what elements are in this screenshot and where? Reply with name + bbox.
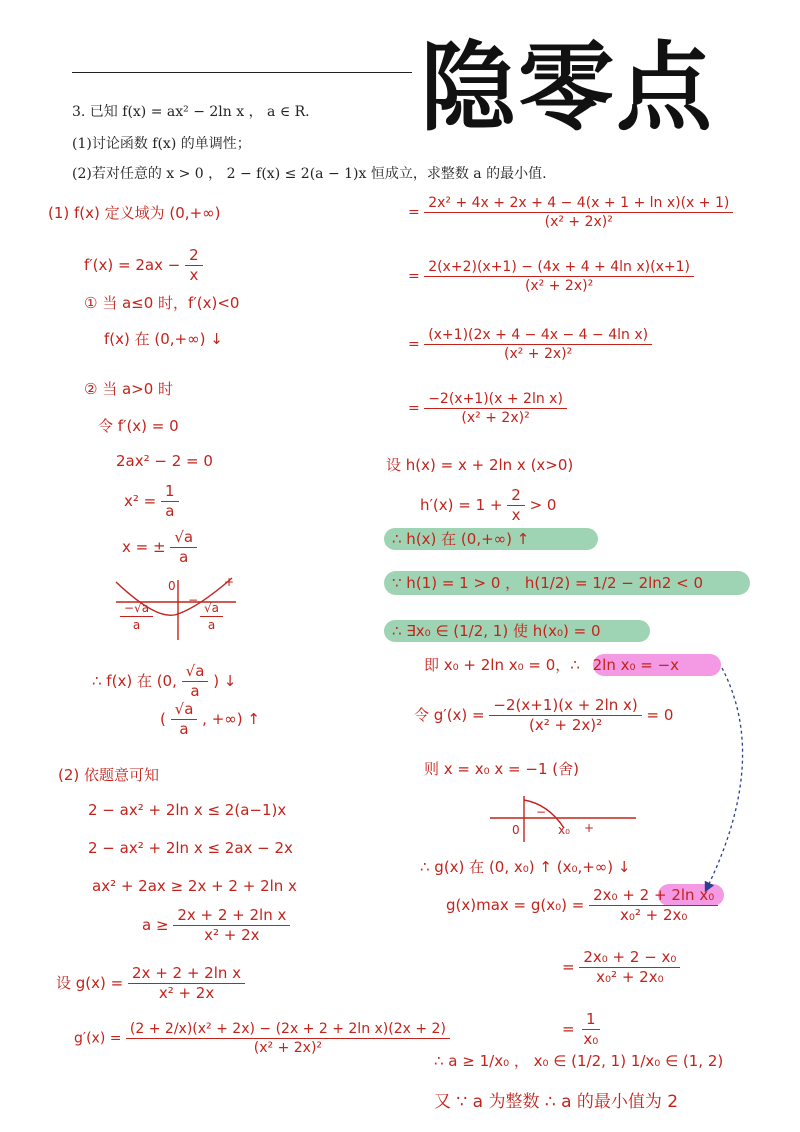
- left-line-ineq2: 2 − ax² + 2ln x ≤ 2ax − 2x: [88, 839, 293, 857]
- right-line-step3: = $\frac{\text{(x+1)(2x + 4 − 4x − 4 − 4ln x)}}{\text{(x² + 2x)²}}$: [408, 328, 652, 361]
- left-line-define-g: 设 g(x) = $\frac{\text{2x + 2 + 2ln x}}{\text{x² + 2x}}$: [56, 966, 245, 1001]
- left-line-x-squared: x² = $\frac{1}{a}$: [124, 484, 179, 519]
- left-line-derivative: f′(x) = 2ax − $\frac{2}{x}$: [84, 248, 203, 283]
- sketch-zero-label: 0: [168, 579, 176, 593]
- left-line-case1: ① 当 a≤0 时，f′(x)<0: [84, 294, 240, 312]
- left-line-a-bound: a ≥ $\frac{\text{2x + 2 + 2ln x}}{\text{x² + 2x}}$: [142, 908, 290, 943]
- left-line-set-zero: 令 f′(x) = 0: [98, 417, 179, 435]
- page-title: 隐零点: [420, 32, 714, 144]
- right-line-x0-exists: ∴ ∃x₀ ∈ (1/2, 1) 使 h(x₀) = 0: [392, 622, 601, 640]
- right-line-step4: = $\frac{\text{−2(x+1)(x + 2ln x)}}{\text{(x² + 2x)²}}$: [408, 392, 567, 425]
- sketch-left-root: $\frac{-√a}{a}$: [120, 602, 153, 631]
- sketch-plus-label: +: [224, 575, 235, 589]
- right-line-x0-relation: 即 x₀ + 2ln x₀ = 0，∴ 2ln x₀ = −x: [424, 656, 680, 674]
- left-line-decreasing: ∴ f(x) 在 (0, $\frac{√a}{a}$ ) ↓: [92, 662, 237, 700]
- right-line-step1: = $\frac{\text{2x² + 4x + 2x + 4 − 4(x + 1 + ln x)(x + 1)}}{\text{(x² + 2x)²}}$: [408, 196, 733, 229]
- problem-line-1: 3. 已知 f(x) = ax² − 2ln x ， a ∈ R.: [72, 104, 310, 120]
- sketch2-x0-label: x₀: [558, 823, 570, 837]
- right-line-h-increasing: ∴ h(x) 在 (0,+∞) ↑: [392, 530, 530, 548]
- sketch2-plus-label: +: [584, 821, 595, 835]
- left-line-part2: (2) 依题意可知: [58, 766, 160, 784]
- right-line-a-range: ∴ a ≥ 1/x₀ ， x₀ ∈ (1/2, 1) 1/x₀ ∈ (1, 2): [434, 1052, 724, 1070]
- right-line-g-max: g(x)max = g(x₀) = $\frac{\text{2x₀ + 2 + 2ln x₀}}{\text{x₀² + 2x₀}}$: [446, 888, 718, 923]
- right-line-g-max-step3: = $\frac{1}{\text{x₀}}$: [562, 1010, 599, 1048]
- left-line-case2: ② 当 a>0 时: [84, 380, 174, 398]
- problem-line-2: (1)讨论函数 f(x) 的单调性；: [72, 136, 251, 152]
- left-line-equation: 2ax² − 2 = 0: [116, 452, 213, 470]
- right-line-conclusion: 又 ∵ a 为整数 ∴ a 的最小值为 2: [434, 1092, 679, 1112]
- right-line-h-derivative: h′(x) = 1 + $\frac{2}{x}$ > 0: [420, 486, 557, 524]
- left-line-g-derivative: g′(x) = $\frac{\text{(2 + 2/x)(x² + 2x) − (2x + 2 + 2ln x)(2x + 2)}}{\text{(x² + 2x)²}}$: [74, 1022, 450, 1055]
- right-line-g-max-step2: = $\frac{\text{2x₀ + 2 − x₀}}{\text{x₀² + 2x₀}}$: [562, 950, 680, 985]
- fraction: $\frac{2}{x}$: [185, 248, 203, 283]
- sketch2-zero-label: 0: [512, 823, 520, 837]
- header-rule: [72, 72, 412, 73]
- problem-line-3: (2)若对任意的 x > 0 ， 2 − f(x) ≤ 2(a − 1)x 恒成立，求整数 a 的最小值.: [72, 166, 547, 182]
- left-line-domain: (1) f(x) 定义域为 (0,+∞): [48, 204, 221, 222]
- left-line-ineq3: ax² + 2ax ≥ 2x + 2 + 2ln x: [92, 877, 297, 895]
- right-line-h-values: ∵ h(1) = 1 > 0 ， h(1/2) = 1/2 − 2ln2 < 0: [392, 574, 704, 592]
- sketch2-minus-label: −: [536, 805, 547, 819]
- left-line-ineq1: 2 − ax² + 2ln x ≤ 2(a−1)x: [88, 801, 287, 819]
- right-line-define-h: 设 h(x) = x + 2ln x (x>0): [386, 456, 574, 474]
- left-line-case1-result: f(x) 在 (0,+∞) ↓: [104, 330, 223, 348]
- sketch-right-root: $\frac{√a}{a}$: [200, 602, 223, 631]
- right-line-critical-points: 则 x = x₀ x = −1 (舍): [424, 760, 579, 778]
- right-line-step2: = $\frac{\text{2(x+2)(x+1) − (4x + 4 + 4ln x)(x+1)}}{\text{(x² + 2x)²}}$: [408, 260, 694, 293]
- sketch-minus-label: −: [188, 593, 199, 607]
- left-line-roots: x = ± $\frac{√a}{a}$: [122, 530, 197, 565]
- left-line-increasing: ( $\frac{√a}{a}$ , +∞) ↑: [160, 700, 260, 738]
- right-line-g-monotonic: ∴ g(x) 在 (0, x₀) ↑ (x₀,+∞) ↓: [420, 858, 631, 876]
- right-line-set-g-zero: 令 g′(x) = $\frac{\text{−2(x+1)(x + 2ln x)}}{\text{(x² + 2x)²}}$ = 0: [414, 696, 674, 734]
